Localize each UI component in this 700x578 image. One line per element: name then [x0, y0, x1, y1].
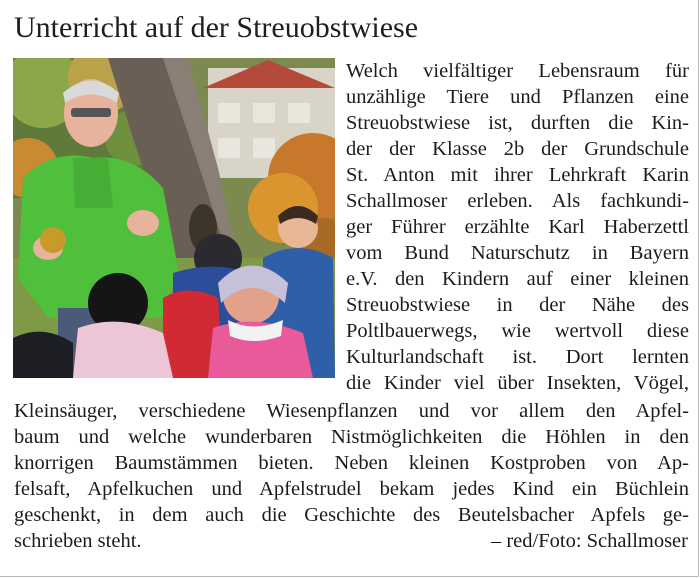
body-text-line: Streuobstwiese ist, durften die Kin- — [346, 112, 689, 134]
body-text-line: knorrigen Baumstämmen bieten. Neben kleinen Kostproben von Ap- — [14, 452, 689, 474]
body-text-line: vom Bund Naturschutz in Bayern — [346, 242, 689, 264]
body-text-line: ger Führer erzählte Karl Haberzettl — [346, 216, 689, 238]
body-text-line: schrieben steht. — [14, 530, 142, 552]
body-text-line: e.V. den Kindern auf einer kleinen — [346, 268, 689, 290]
body-text-line: Kulturlandschaft ist. Dort lernten — [346, 346, 689, 368]
body-text-line: unzählige Tiere und Pflanzen eine — [346, 86, 689, 108]
body-text-line: Streuobstwiese in der Nähe des — [346, 294, 689, 316]
body-text-line: der der Klasse 2b der Grundschule — [346, 138, 689, 160]
body-text-line: geschenkt, in dem auch die Geschichte des Beutelsbacher Apfels ge- — [14, 504, 689, 526]
body-text-line: die Kinder viel über Insekten, Vögel, — [346, 372, 689, 394]
article-photo — [13, 58, 335, 378]
body-text-line: baum und welche wunderbaren Nistmöglichkeiten die Höhlen in den — [14, 426, 689, 448]
body-text-line: Welch vielfältiger Lebensraum für — [346, 60, 689, 82]
body-text-line: felsaft, Apfelkuchen und Apfelstrudel bekam jedes Kind ein Büchlein — [14, 478, 689, 500]
body-text-line: St. Anton mit ihrer Lehrkraft Karin — [346, 164, 689, 186]
body-text-line: Poltlbauerwegs, wie wertvoll diese — [346, 320, 689, 342]
body-text-line: Kleinsäuger, verschiedene Wiesenpflanzen und vor allem den Apfel- — [14, 400, 689, 422]
article-headline: Unterricht auf der Streuobstwiese — [14, 11, 419, 44]
photo-credit: – red/Foto: Schallmoser — [490, 530, 688, 552]
body-text-line: Schallmoser erleben. Als fachkundi- — [346, 190, 689, 212]
